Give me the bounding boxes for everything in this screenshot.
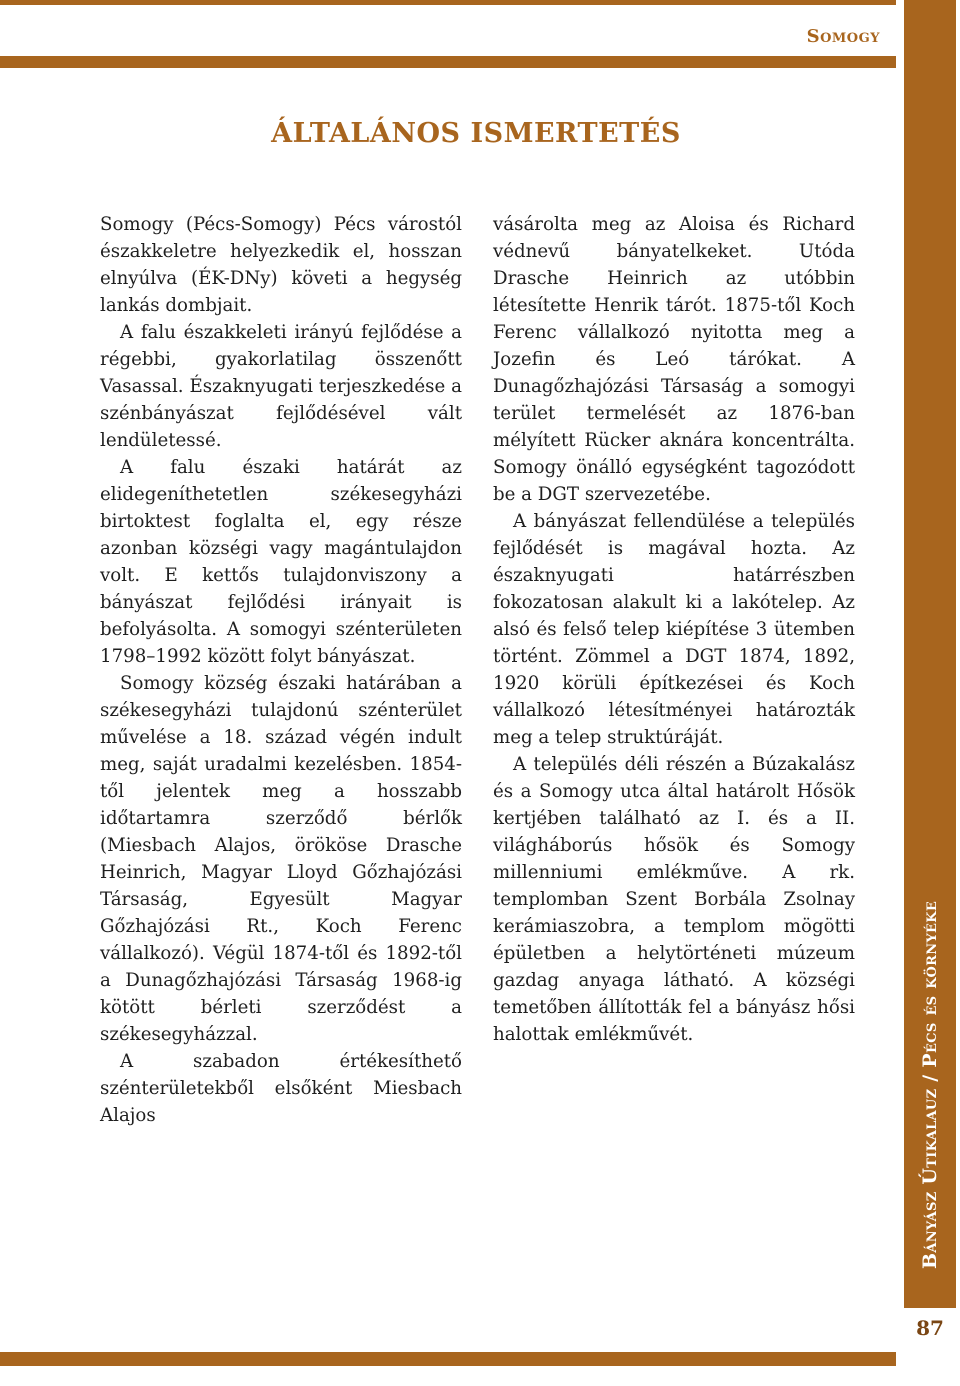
paragraph: A falu északkeleti irányú fejlődése a régebbi, gyakorlatilag összenőtt Vasassal. Északnyugati terjeszkedése a szénbányászat fejlődésével vált lendületessé.	[100, 322, 462, 451]
top-rule	[0, 0, 896, 5]
paragraph: A település déli részén a Búzakalász és a Somogy utca által határolt Hősök kertjében található az I. és a II. világháborús hősök és Somogy millenniumi emlékműve. A rk. templomban Szent Borbála Zsolnay kerámiaszobra, a templom mögötti épületben a helytörténeti múzeum gazdag anyaga látható. A községi temetőben állították fel a bányász hősi halottak emlékművét.	[493, 754, 855, 1045]
header-bar	[0, 56, 896, 68]
book-title: Bányász Útikalauz / Pécs és környéke	[919, 900, 941, 1270]
paragraph: A szabadon értékesíthető szénterületekből elsőként Miesbach Alajos	[100, 1051, 462, 1126]
section-header: Somogy	[806, 26, 880, 47]
left-column	[100, 211, 462, 1129]
sidebar-title-box	[904, 870, 956, 1300]
footer-bar	[0, 1352, 896, 1366]
right-column	[493, 211, 855, 1048]
paragraph: vásárolta meg az Aloisa és Richard védnevű bányatelkeket. Utóda Drasche Heinrich az utóbbin létesítette Henrik tárót. 1875-től Koch Ferenc vállalkozó nyitotta meg a Jozefin és Leó tárókat. A Dunagőzhajózási Társaság a somogyi terület termelését az 1876-ban mélyített Rücker aknára koncentrálta. Somogy önálló egységként tagozódott be a DGT szervezetébe.	[493, 214, 855, 505]
paragraph: A bányászat fellendülése a település fejlődését is magával hozta. Az északnyugati határrészben fokozatosan alakult ki a lakótelep. Az alsó és felső telep kiépítése 3 ütemben történt. Zömmel a DGT 1874, 1892, 1920 körüli építkezései és Koch vállalkozó létesítményei határozták meg a telep struktúráját.	[493, 511, 855, 748]
paragraph: A falu északi határát az elidegeníthetetlen székesegyházi birtoktest foglalta el, egy része azonban községi vagy magántulajdon volt. E kettős tulajdonviszony a bányászat fejlődési irányait is befolyásolta. A somogyi szénterületen 1798–1992 között folyt bányászat.	[100, 457, 462, 667]
page-title: ÁLTALÁNOS ISMERTETÉS	[271, 118, 681, 149]
page-number: 87	[916, 1316, 944, 1340]
paragraph: Somogy (Pécs-Somogy) Pécs várostól északkeletre helyezkedik el, hosszan elnyúlva (ÉK-DNy) követi a hegység lankás dombjait.	[100, 214, 462, 316]
paragraph: Somogy község északi határában a székesegyházi tulajdonú szénterület művelése a 18. század végén indult meg, saját uradalmi kezelésben. 1854-től jelentek meg a hosszabb időtartamra szerződő bérlők (Miesbach Alajos, örököse Drasche Heinrich, Magyar Lloyd Gőzhajózási Társaság, Egyesült Magyar Gőzhajózási Rt., Koch Ferenc vállalkozó). Végül 1874-től és 1892-től a Dunagőzhajózási Társaság 1968-ig kötött bérleti szerződést a székesegyházzal.	[100, 673, 462, 1045]
